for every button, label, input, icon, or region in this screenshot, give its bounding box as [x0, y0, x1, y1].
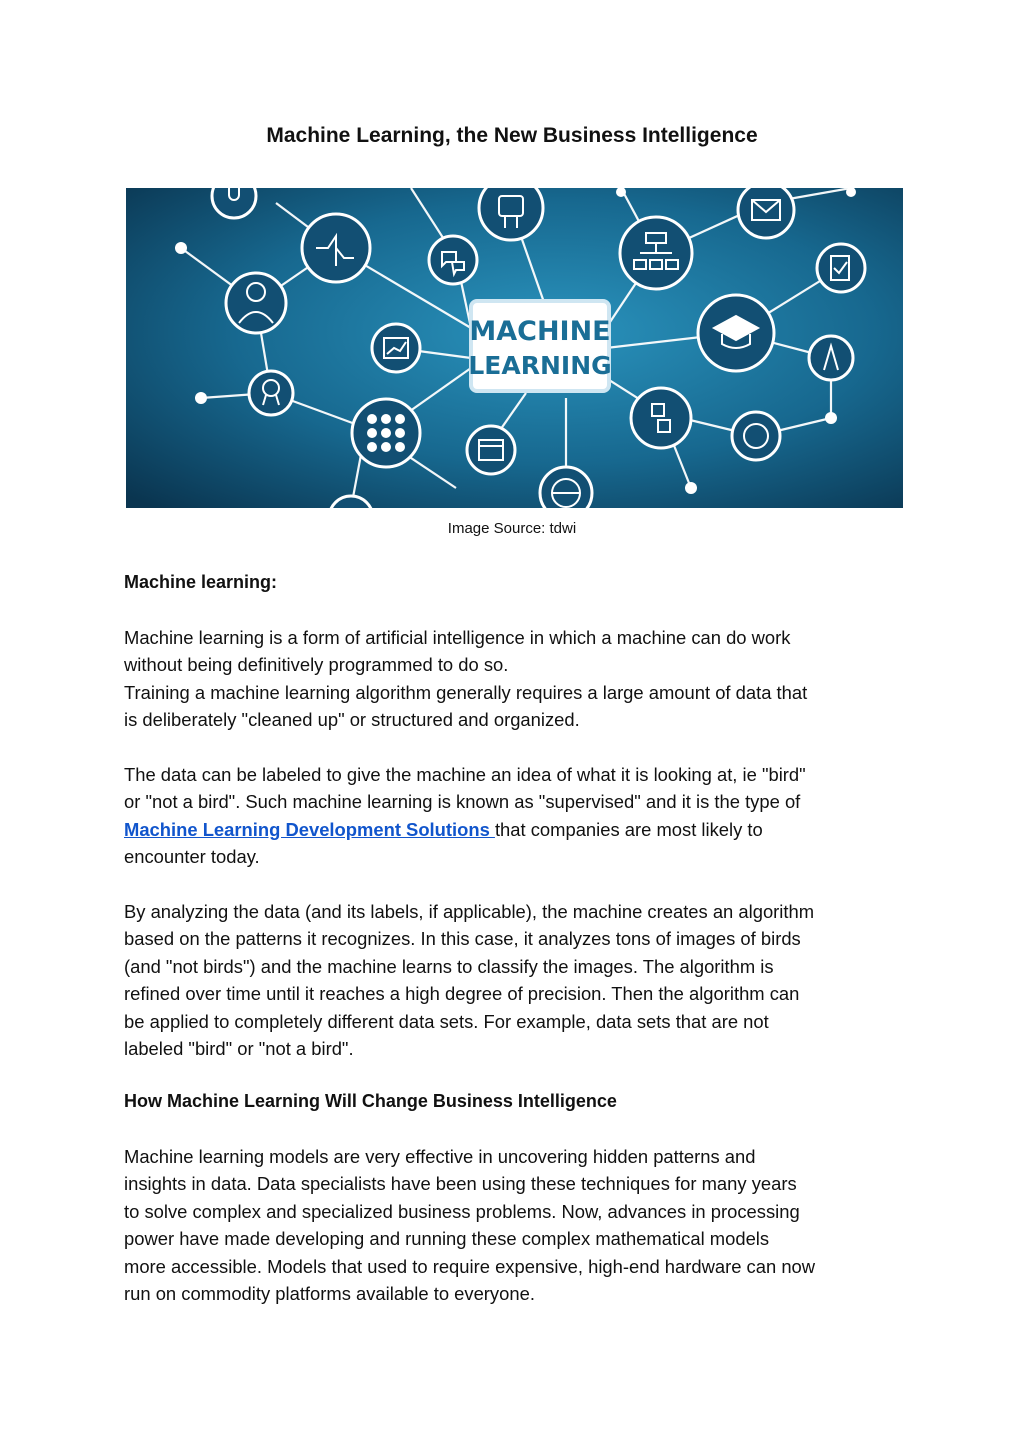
cubes-icon — [631, 388, 691, 448]
chat-icon — [429, 236, 477, 284]
checklist-icon — [817, 244, 865, 292]
www-globe-icon — [540, 467, 592, 508]
paragraph-supervised: The data can be labeled to give the machine an idea of what it is looking at, ie "bird" or "not a bird". Such machine learning is known as "supervised" and it is the type of Machine Learning Development Solutions that companies are most likely to encounter today. — [124, 764, 806, 868]
paragraph-models: Machine learning models are very effective in uncovering hidden patterns and insights in data. Data specialists have been using these techniques for many years to solve complex and specialized business problems. Now, advances in processing power have made developing and running these complex mathematical models more accessible. Models that used to require expensive, high-end hardware can now run on commodity platforms available to everyone. — [124, 1146, 816, 1305]
page-title: Machine Learning, the New Business Intelligence — [266, 124, 758, 147]
section-heading-business-intelligence: How Machine Learning Will Change Business Intelligence — [124, 1091, 617, 1111]
award-icon — [249, 371, 293, 415]
hero-image — [126, 188, 903, 508]
section-heading-machine-learning: Machine learning: — [124, 572, 278, 592]
ml-development-solutions-link[interactable]: Machine Learning Development Solutions — [124, 818, 495, 840]
browser-window-icon — [467, 426, 515, 474]
brain-icon — [732, 412, 780, 460]
paragraph-definition: Machine learning is a form of artificial intelligence in which a machine can do work without being definitively programmed to do so. Training a machine learning algorithm generally requires a large amount of data that is deliberately "cleaned up" or structured and organized. — [124, 627, 808, 731]
hero-label-line2: LEARNING — [468, 351, 612, 380]
microphone-icon — [212, 188, 256, 218]
image-caption: Image Source: tdwi — [447, 520, 577, 537]
paragraph-algorithm: By analyzing the data (and its labels, if applicable), the machine creates an algorithm based on the patterns it recognizes. In this case, it analyzes tons of images of birds (and "not birds") and the machine learns to classify the images. The algorithm is refined over time until it reaches a high degree of precision. Then the algorithm can be applied to completely different data sets. For example, data sets that are not labeled "bird" or "not a bird". — [124, 901, 815, 1060]
hero-label-line1: MACHINE — [469, 316, 611, 347]
